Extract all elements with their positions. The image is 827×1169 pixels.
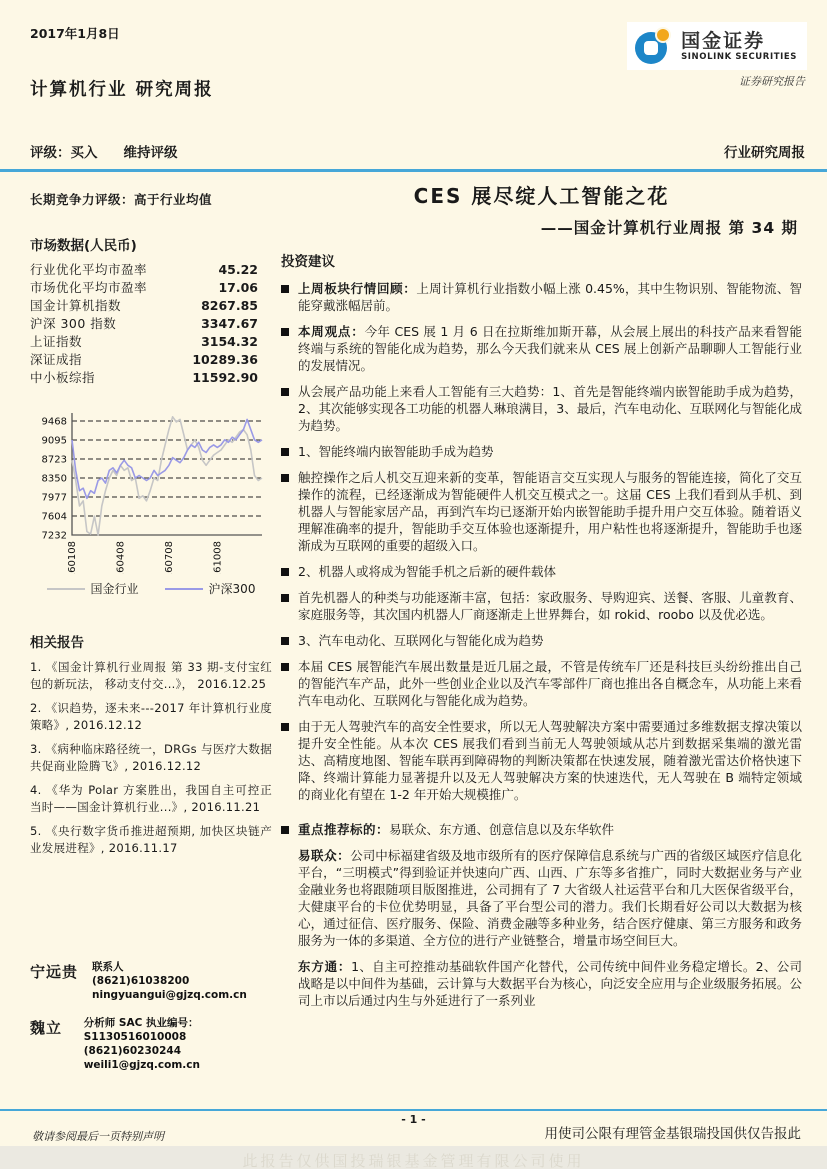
market-data-label: 深证成指 <box>30 352 83 367</box>
footer-disclaimer-note: 敬请参阅最后一页特别声明 <box>32 1130 164 1143</box>
content-paragraph <box>281 718 802 803</box>
paragraph-list <box>281 280 802 1009</box>
market-data-value: 17.06 <box>218 280 258 295</box>
paragraph-text: 2、机器人或将成为智能手机之后新的硬件载体 <box>298 564 556 579</box>
legend-item <box>165 580 256 597</box>
svg-text:161008: 161008 <box>212 541 224 574</box>
brand-name-en: SINOLINK SECURITIES <box>681 52 797 62</box>
article-title: CES 展尽绽人工智能之花 <box>413 184 670 208</box>
related-report-item: 1. 《国金计算机行业周报 第 33 期-支付宝红包的新玩法， 移动支付交...》， 2016.12.25 <box>30 660 272 691</box>
page-number: - 1 - <box>401 1113 426 1126</box>
bullet-square-icon <box>281 663 289 671</box>
chart-series-国金行业 <box>72 417 262 535</box>
analyst-detail-line: 分析师 SAC 执业编号：S1130516010008 <box>83 1017 199 1043</box>
svg-text:160108: 160108 <box>67 541 78 574</box>
market-data-row <box>30 333 258 351</box>
sidebar <box>30 190 272 1072</box>
related-report-item: 2. 《识趋势，逐未来---2017 年计算机行业度策略》, 2016.12.12 <box>30 701 272 732</box>
bullet-square-icon <box>281 388 289 396</box>
article-subtitle: ——国金计算机行业周报 第 34 期 <box>540 219 798 237</box>
analyst-detail-line: 联系人 <box>92 961 124 973</box>
content-paragraph <box>281 589 802 623</box>
content-paragraph <box>281 658 802 709</box>
svg-text:8350: 8350 <box>41 473 67 485</box>
logo-text <box>681 30 797 62</box>
market-data-row <box>30 279 258 297</box>
market-data-label: 市场优化平均市盈率 <box>30 280 148 295</box>
related-report-item: 5. 《央行数字货币推进超预期, 加快区块链产业发展进程》, 2016.11.17 <box>30 824 272 855</box>
svg-text:160408: 160408 <box>115 541 127 574</box>
watermark-text: 此报告仅供国投瑞银基金管理有限公司使用 <box>242 1152 585 1169</box>
content-paragraph <box>281 958 802 1009</box>
bullet-square-icon <box>281 474 289 482</box>
competitiveness-rating: 长期竞争力评级：高于行业均值 <box>30 192 213 207</box>
analyst-row <box>30 1016 272 1072</box>
related-reports-list <box>30 659 272 856</box>
doc-type-label: 证券研究报告 <box>739 75 805 88</box>
content-paragraph <box>281 821 802 838</box>
analyst-details <box>92 960 247 1002</box>
market-data-label: 国金计算机指数 <box>30 298 122 313</box>
legend-item <box>47 580 139 597</box>
market-data-value: 3154.32 <box>201 334 258 349</box>
related-report-item: 4. 《华为 Polar 方案胜出，我国自主可控正当时——国金计算机行业...》, 2016.11.21 <box>30 783 272 814</box>
legend-swatch <box>47 588 85 590</box>
report-title: 计算机行业 研究周报 <box>30 80 214 100</box>
related-report-item: 3. 《病种临床路径统一，DRGs 与医疗大数据共促商业险腾飞》, 2016.12.12 <box>30 742 272 773</box>
paragraph-text: 易联众：公司中标福建省级及地市级所有的医疗保障信息系统与广西的省级区域医疗信息化平台，“三明模式”得到验证并快速向广西、山西、广东等多省推广，同时大数据业务与产业金融业务也将跟随项目版图推进，公司拥有了 7 大省级人社运营平台和几大医保省级平台，大健康平台的卡位优势明显，具备了平台型公司的潜力。我们长期看好公司以大数据为核心，通过征信、医疗服务、保险、消费金融等多种业务，结合医疗健康、第三方服务和政务服务为一体的多渠道、全方位的进行产业链整合，增量市场空间巨大。 <box>298 848 802 948</box>
analyst-details <box>84 1016 272 1072</box>
analyst-detail-line: (8621)61038200 <box>92 975 190 987</box>
market-data-table <box>30 261 272 387</box>
paragraph-text: 本周观点：今年 CES 展 1 月 6 日在拉斯维加斯开幕，从会展上展出的科技产品来看智能终端与系统的智能化成为趋势，那么今天我们就来从 CES 展上创新产品聊聊人工智能行业的发展情况。 <box>298 324 802 373</box>
bullet-square-icon <box>281 568 289 576</box>
paragraph-text: 重点推荐标的：易联众、东方通、创意信息以及东华软件 <box>298 822 615 837</box>
legend-swatch <box>165 588 203 590</box>
paragraph-text: 首先机器人的种类与功能逐渐丰富，包括：家政服务、导购迎宾、送餐、客服、儿童教育、家庭服务等，其次国内机器人厂商逐渐走上世界舞台，如 rokid、roobo 以及优必选。 <box>298 590 802 622</box>
market-data-row <box>30 351 258 369</box>
market-data-title: 市场数据(人民币) <box>30 238 137 254</box>
bullet-square-icon <box>281 594 289 602</box>
content-paragraph <box>281 323 802 374</box>
paragraph-text: 东方通：1、自主可控推动基础软件国产化替代，公司传统中间件业务稳定增长。2、公司战略是以中间件为基础，云计算与大数据平台为核心，向泛安全应用与企业级服务拓展。公司上市以后通过内生与外延进行了一系列业 <box>298 959 802 1008</box>
report-date: 2017年1月8日 <box>30 26 120 41</box>
paragraph-text: 本届 CES 展智能汽车展出数量是近几届之最，不管是传统车厂还是科技巨头纷纷推出自己的智能汽车产品，此外一些创业企业以及汽车零部件厂商也推出各自概念车，从功能上来看汽车电动化、互联网化与智能化成为趋势。 <box>298 659 802 708</box>
bullet-square-icon <box>281 285 289 293</box>
bullet-square-icon <box>281 637 289 645</box>
related-reports-title: 相关报告 <box>30 635 84 651</box>
bullet-square-icon <box>281 723 289 731</box>
paragraph-text: 由于无人驾驶汽车的高安全性要求，所以无人驾驶解决方案中需要通过多维数据支撑决策以提升安全性能。从本次 CES 展我们看到当前无人驾驶领域从芯片到数据采集端的激光雷达、高精度地图、智能车联再到障碍物的判断决策都在快速发展，随着激光雷达价格快速下降、终端计算能力显著提升以及无人驾驶解决方案的快速迭代，无人驾驶在 B 端特定领域的商业化有望在 1-2 年开始大规模推广。 <box>298 719 802 802</box>
index-trend-chart <box>30 409 272 597</box>
svg-text:7977: 7977 <box>41 492 67 504</box>
sinolink-logo-icon <box>633 25 675 67</box>
chart-legend <box>30 580 272 597</box>
market-data-value: 45.22 <box>218 262 258 277</box>
content-paragraph <box>281 632 802 649</box>
paragraph-text: 上周板块行情回顾：上周计算机行业指数小幅上涨 0.45%，其中生物识别、智能物流、智能穿戴涨幅居前。 <box>298 281 802 313</box>
content-paragraph <box>281 847 802 949</box>
paragraph-text: 从会展产品功能上来看人工智能有三大趋势：1、首先是智能终端内嵌智能助手成为趋势，2、其次能够实现各工功能的机器人琳琅满目，3、最后，汽车电动化、互联网化与智能化成为趋势。 <box>298 384 802 433</box>
paragraph-text: 3、汽车电动化、互联网化与智能化成为趋势 <box>298 633 544 648</box>
header-right-label: 行业研究周报 <box>724 145 805 161</box>
analyst-name: 魏立 <box>30 1019 63 1037</box>
svg-text:7232: 7232 <box>41 530 67 542</box>
footer-mirrored-note: 用使司公限有理管金基银瑞投国供仅告报此 <box>544 1126 801 1142</box>
svg-text:7604: 7604 <box>41 511 67 523</box>
content-paragraph <box>281 383 802 434</box>
svg-text:9468: 9468 <box>41 416 67 428</box>
market-data-row <box>30 315 258 333</box>
rating-row <box>30 141 805 161</box>
footer-divider <box>0 1109 827 1111</box>
trend-chart-svg <box>30 409 272 574</box>
content-paragraph <box>281 563 802 580</box>
main-content <box>281 180 802 1018</box>
sinolink-logo <box>627 22 807 70</box>
market-data-row <box>30 297 258 315</box>
analysts-block <box>30 960 272 1072</box>
analyst-detail-line: weili1@gjzq.com.cn <box>83 1059 200 1071</box>
analyst-row <box>30 960 272 1002</box>
legend-label: 国金行业 <box>90 582 139 596</box>
market-data-value: 3347.67 <box>201 316 258 331</box>
rating-note: 维持评级 <box>123 145 178 161</box>
analyst-detail-line: (8621)60230244 <box>83 1045 182 1057</box>
market-data-row <box>30 369 258 387</box>
market-data-label: 沪深 300 指数 <box>30 316 117 331</box>
brand-name-cn: 国金证券 <box>681 30 766 52</box>
svg-text:8723: 8723 <box>41 454 67 466</box>
watermark-band <box>0 1146 827 1169</box>
market-data-row <box>30 261 258 279</box>
market-data-value: 8267.85 <box>201 298 258 313</box>
analyst-detail-line: ningyuangui@gjzq.com.cn <box>92 989 247 1001</box>
svg-text:160708: 160708 <box>163 541 175 574</box>
paragraph-text: 1、智能终端内嵌智能助手成为趋势 <box>298 444 494 459</box>
content-paragraph <box>281 280 802 314</box>
bullet-square-icon <box>281 826 289 834</box>
analyst-name: 宁远贵 <box>30 963 79 981</box>
svg-text:9095: 9095 <box>41 435 67 447</box>
rating-text <box>30 141 178 161</box>
section-heading-investment-advice: 投资建议 <box>281 254 335 270</box>
rating-label: 评级：买入 <box>30 145 98 161</box>
legend-label: 沪深300 <box>208 582 256 596</box>
market-data-value: 10289.36 <box>192 352 258 367</box>
bullet-square-icon <box>281 328 289 336</box>
paragraph-text: 触控操作之后人机交互迎来新的变革，智能语言交互实现人与服务的智能连接，简化了交互操作的流程，已经逐渐成为智能硬件人机交互模式之一。这届 CES 上我们看到从手机、到机器人与智能家居产品，再到汽车均已逐渐开始内嵌智能助手提升用户交互体验。随着语义理解准确率的提升，智能助手交互体验也逐渐提升，用户粘性也将逐渐提升，智能助手也逐渐成为互联网的重要的超级入口。 <box>298 470 802 553</box>
header-divider <box>0 169 827 172</box>
market-data-value: 11592.90 <box>192 370 258 385</box>
market-data-label: 中小板综指 <box>30 370 96 385</box>
market-data-label: 上证指数 <box>30 334 83 349</box>
content-paragraph <box>281 469 802 554</box>
bullet-square-icon <box>281 448 289 456</box>
content-paragraph <box>281 443 802 460</box>
market-data-label: 行业优化平均市盈率 <box>30 262 148 277</box>
